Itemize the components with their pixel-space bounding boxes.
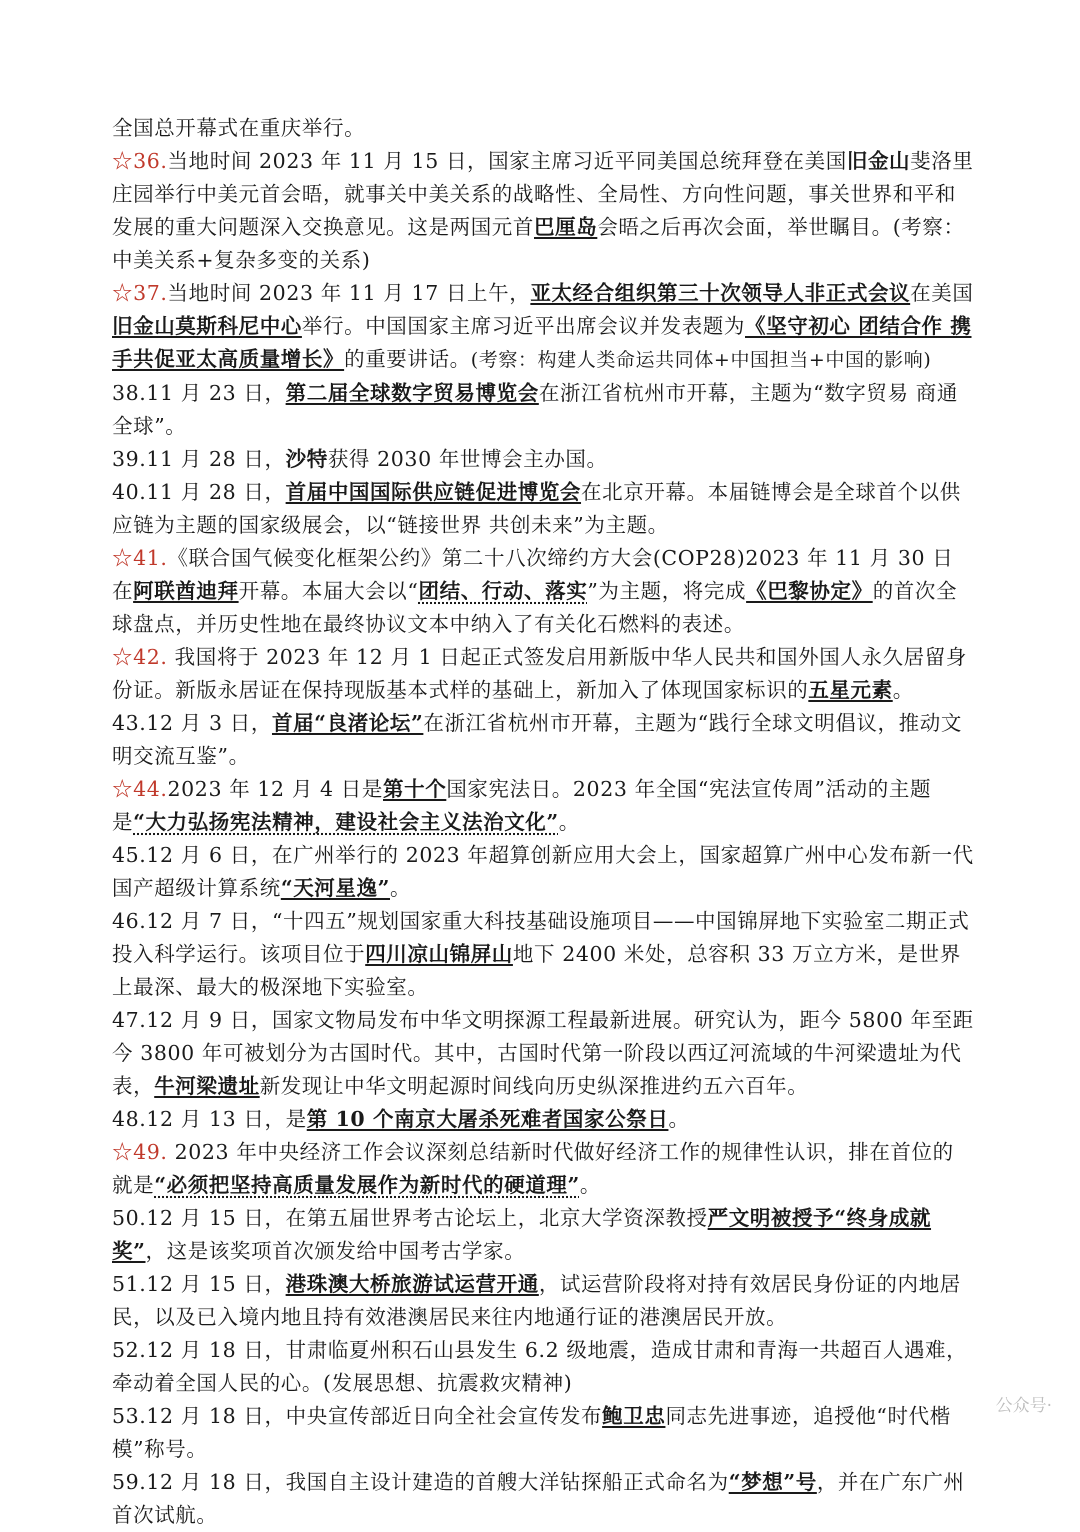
watermark-text: 公众号· bbox=[996, 1391, 1052, 1416]
star-icon: ☆ bbox=[112, 546, 133, 570]
highlighted-keyword: 第二届全球数字贸易博览会 bbox=[286, 381, 539, 405]
text-segment: 。 bbox=[559, 810, 580, 834]
item-number: 36. bbox=[133, 149, 167, 173]
star-icon: ☆ bbox=[112, 149, 133, 173]
news-item bbox=[112, 641, 974, 707]
news-item bbox=[112, 476, 974, 542]
highlighted-keyword: 港珠澳大桥旅游试运营开通 bbox=[286, 1272, 539, 1296]
highlighted-keyword: 《巴黎协定》 bbox=[746, 579, 873, 603]
highlighted-keyword: 严文明被授予“终身成就奖” bbox=[112, 1206, 931, 1263]
text-segment: 开幕。本届大会以“ bbox=[239, 579, 419, 603]
text-segment: 举行。中国国家主席习近平出席会议并发表题为 bbox=[302, 314, 745, 338]
text-segment: 的重要讲话。 bbox=[344, 347, 471, 371]
text-segment: ”为主题，将完成 bbox=[587, 579, 746, 603]
highlighted-keyword: 四川凉山锦屏山 bbox=[365, 942, 513, 966]
text-segment: 会晤之后再次会面，举世瞩目。(考察：中美关系+复杂多变的关系) bbox=[112, 215, 965, 272]
text-segment: 地下 2400 米处，总容积 33 万立方米，是世界上最深、最大的极深地下实验室。 bbox=[112, 942, 961, 999]
news-item bbox=[112, 1202, 974, 1268]
news-item bbox=[112, 1136, 974, 1202]
news-item bbox=[112, 112, 974, 145]
news-item bbox=[112, 542, 974, 641]
news-item bbox=[112, 145, 974, 277]
text-segment: 。 bbox=[580, 1173, 601, 1197]
text-segment: 。 bbox=[668, 1107, 689, 1131]
news-item bbox=[112, 1004, 974, 1103]
highlighted-keyword: 《坚守初心 团结合作 携手共促亚太高质量增长》 bbox=[112, 314, 972, 371]
highlighted-keyword: “梦想”号 bbox=[729, 1470, 817, 1494]
item-number: 49. bbox=[133, 1140, 167, 1164]
item-number: 37. bbox=[133, 281, 167, 305]
text-segment: 的首次全球盘点，并历史性地在最终协议文本中纳入了有关化石燃料的表述。 bbox=[112, 579, 957, 636]
text-segment: 53.12 月 18 日，中央宣传部近日向全社会宣传发布 bbox=[112, 1404, 602, 1428]
text-segment: 2023 年中央经济工作会议深刻总结新时代做好经济工作的规律性认识，排在首位的就是 bbox=[112, 1140, 954, 1197]
star-icon: ☆ bbox=[112, 1140, 133, 1164]
highlighted-keyword: “必须把坚持高质量发展作为新时代的硬道理” bbox=[154, 1173, 580, 1197]
document-body bbox=[112, 112, 974, 1532]
highlighted-keyword: 亚太经合组织第三十次领导人非正式会议 bbox=[530, 281, 910, 305]
text-segment: 在浙江省杭州市开幕，主题为“数字贸易 商通全球”。 bbox=[112, 381, 958, 438]
highlighted-keyword: 巴厘岛 bbox=[534, 215, 597, 239]
news-item bbox=[112, 443, 974, 476]
text-segment: 在北京开幕。本届链博会是全球首个以供应链为主题的国家级展会，以“链接世界 共创未来”为主题。 bbox=[112, 480, 961, 537]
news-item bbox=[112, 707, 974, 773]
text-segment: 50.12 月 15 日，在第五届世界考古论坛上，北京大学资深教授 bbox=[112, 1206, 708, 1230]
news-item bbox=[112, 773, 974, 839]
text-segment: 新发现让中华文明起源时间线向历史纵深推进约五六百年。 bbox=[260, 1074, 809, 1098]
text-segment: 59.12 月 18 日，我国自主设计建造的首艘大洋钻探船正式命名为 bbox=[112, 1470, 729, 1494]
highlighted-keyword: 五星元素 bbox=[808, 678, 892, 702]
highlighted-keyword: “大力弘扬宪法精神，建设社会主义法治文化” bbox=[133, 810, 559, 834]
text-segment: 当地时间 2023 年 11 月 17 日上午， bbox=[168, 281, 531, 305]
text-segment: 全国总开幕式在重庆举行。 bbox=[112, 116, 365, 140]
news-item bbox=[112, 1268, 974, 1334]
text-segment: ，这是该奖项首次颁发给中国考古学家。 bbox=[146, 1239, 526, 1263]
news-item bbox=[112, 905, 974, 1004]
highlighted-keyword: 沙特 bbox=[286, 447, 328, 471]
item-number: 44. bbox=[133, 777, 167, 801]
highlighted-keyword: “天河星逸” bbox=[281, 876, 390, 900]
text-segment: 获得 2030 年世博会主办国。 bbox=[328, 447, 608, 471]
text-segment: 在浙江省杭州市开幕，主题为“践行全球文明倡议，推动文明交流互鉴”。 bbox=[112, 711, 962, 768]
text-segment: 46.12 月 7 日，“十四五”规划国家重大科技基础设施项目——中国锦屏地下实验室二期正式投入科学运行。该项目位于 bbox=[112, 909, 969, 966]
text-segment: 40.11 月 28 日， bbox=[112, 480, 286, 504]
text-segment: 《联合国气候变化框架公约》第二十八次缔约方大会(COP28)2023 年 11 月 30 日在 bbox=[112, 546, 953, 603]
text-segment: 国家宪法日。2023 年全国“宪法宣传周”活动的主题是 bbox=[112, 777, 931, 834]
star-icon: ☆ bbox=[112, 281, 133, 305]
text-segment: 。 bbox=[390, 876, 411, 900]
highlighted-keyword: 旧金山莫斯科尼中心 bbox=[112, 314, 302, 338]
news-item bbox=[112, 1334, 974, 1400]
text-segment: 51.12 月 15 日， bbox=[112, 1272, 286, 1296]
news-item bbox=[112, 277, 974, 377]
news-item bbox=[112, 377, 974, 443]
text-segment: 同志先进事迹，追授他“时代楷模”称号。 bbox=[112, 1404, 951, 1461]
text-segment: (考察：构建人类命运共同体+中国担当+中国的影响) bbox=[471, 349, 932, 371]
text-segment: 48.12 月 13 日，是 bbox=[112, 1107, 307, 1131]
text-segment: 当地时间 2023 年 11 月 15 日，国家主席习近平同美国总统拜登在美国 bbox=[168, 149, 847, 173]
highlighted-keyword: 阿联酋迪拜 bbox=[133, 579, 239, 603]
star-icon: ☆ bbox=[112, 645, 133, 669]
text-segment: 我国将于 2023 年 12 月 1 日起正式签发启用新版中华人民共和国外国人永久居留身份证。新版永居证在保持现版基本式样的基础上，新加入了体现国家标识的 bbox=[112, 645, 967, 702]
highlighted-keyword: 鲍卫忠 bbox=[602, 1404, 665, 1428]
news-item bbox=[112, 1103, 974, 1136]
highlighted-keyword: 旧金山 bbox=[847, 149, 910, 173]
text-segment: 。 bbox=[893, 678, 914, 702]
text-segment: 39.11 月 28 日， bbox=[112, 447, 286, 471]
text-segment: 45.12 月 6 日，在广州举行的 2023 年超算创新应用大会上，国家超算广州中心发布新一代国产超级计算系统 bbox=[112, 843, 974, 900]
text-segment: ，试运营阶段将对持有效居民身份证的内地居民，以及已入境内地且持有效港澳居民来往内地通行证的港澳居民开放。 bbox=[112, 1272, 961, 1329]
highlighted-keyword: 牛河梁遗址 bbox=[154, 1074, 260, 1098]
text-segment: 斐洛里庄园举行中美元首会晤，就事关中美关系的战略性、全局性、方向性问题，事关世界和平和发展的重大问题深入交换意见。这是两国元首 bbox=[112, 149, 973, 239]
news-item bbox=[112, 1466, 974, 1532]
text-segment: 在美国 bbox=[910, 281, 973, 305]
star-icon: ☆ bbox=[112, 777, 133, 801]
news-item bbox=[112, 1400, 974, 1466]
text-segment: 2023 年 12 月 4 日是 bbox=[168, 777, 383, 801]
highlighted-keyword: 首届“良渚论坛” bbox=[272, 711, 423, 735]
highlighted-keyword: 团结、行动、落实 bbox=[419, 579, 588, 603]
item-number: 41. bbox=[133, 546, 167, 570]
text-segment: ，并在广东广州首次试航。 bbox=[112, 1470, 965, 1527]
text-segment: 47.12 月 9 日，国家文物局发布中华文明探源工程最新进展。研究认为，距今 5800 年至距今 3800 年可被划分为古国时代。其中，古国时代第一阶段以西辽河流域的牛河梁遗址为代表， bbox=[112, 1008, 974, 1098]
item-number: 42. bbox=[133, 645, 167, 669]
highlighted-keyword: 第十个 bbox=[383, 777, 446, 801]
news-item bbox=[112, 839, 974, 905]
text-segment: 43.12 月 3 日， bbox=[112, 711, 272, 735]
highlighted-keyword: 第 10 个南京大屠杀死难者国家公祭日 bbox=[307, 1107, 669, 1131]
text-segment: 52.12 月 18 日，甘肃临夏州积石山县发生 6.2 级地震，造成甘肃和青海一共超百人遇难，牵动着全国人民的心。(发展思想、抗震救灾精神) bbox=[112, 1338, 967, 1395]
highlighted-keyword: 首届中国国际供应链促进博览会 bbox=[286, 480, 581, 504]
text-segment: 38.11 月 23 日， bbox=[112, 381, 286, 405]
